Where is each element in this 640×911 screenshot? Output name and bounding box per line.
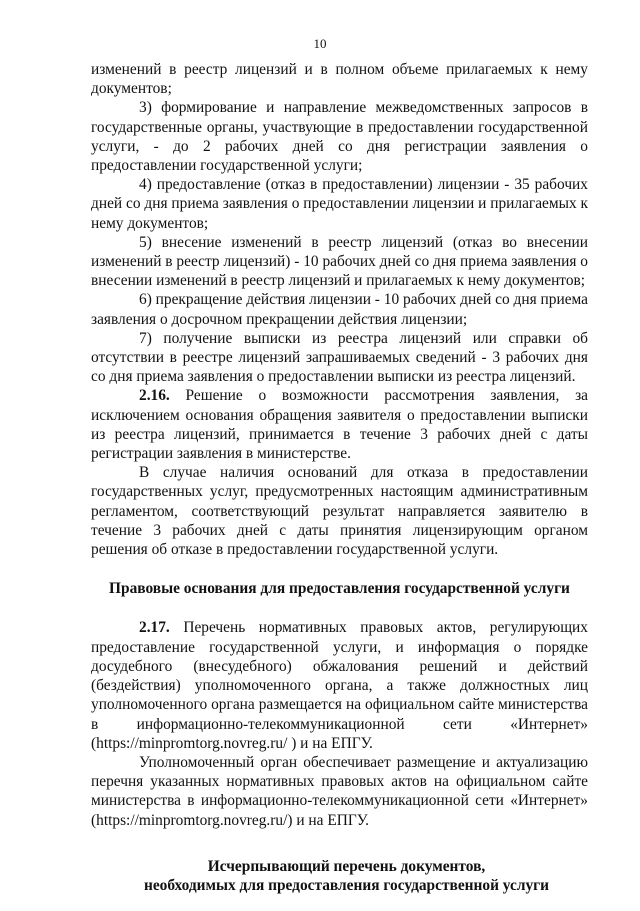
list-item-6: 6) прекращение действия лицензии - 10 рабочих дней со дня приема заявления о досрочном прекращении действия лицензии;	[91, 291, 588, 328]
heading-line: Исчерпывающий перечень документов,	[207, 857, 486, 875]
clause-text: Решение о возможности рассмотрения заявления, за исключением основания обращения заявителя о предоставлении выписки из реестра лицензий, принимается в течение 3 рабочих дней с даты регистрации заявления в министерстве.	[91, 387, 588, 463]
paragraph-refusal: В случае наличия оснований для отказа в предоставлении государственных услуг, предусмотренных настоящим административным регламентом, соответствующий результат направляется заявителю в течение 3 рабочих дней с даты принятия лицензирующим органом решения об отказе в предоставлении государственной услуги.	[91, 464, 588, 559]
section-heading-legal-basis: Правовые основания для предоставления государственной услуги	[109, 580, 570, 598]
clause-number: 2.16.	[139, 387, 170, 405]
list-item-4: 4) предоставление (отказ в предоставлении) лицензии - 35 рабочих дней со дня приема заявления о предоставлении лицензии и прилагаемых к нему документов;	[91, 176, 588, 232]
section-heading-documents	[91, 857, 588, 895]
clause-2-17	[91, 618, 588, 752]
paragraph-authorized-body: Уполномоченный орган обеспечивает размещение и актуализацию перечня указанных нормативных правовых актов на официальном сайте министерства в информационно-телекоммуникационной сети «Интернет» (https://minpromtorg.novreg.ru/) и на ЕПГУ.	[91, 753, 588, 829]
paragraph-continuation: изменений в реестр лицензий и в полном объеме прилагаемых к нему документов;	[91, 61, 588, 98]
list-item-3: 3) формирование и направление межведомственных запросов в государственные органы, участвующие в предоставлении государственной услуги, - до 2 рабочих дней со дня регистрации заявления о предоставлении государственной услуги;	[91, 99, 588, 175]
document-body	[91, 60, 588, 895]
page-number: 10	[313, 36, 327, 51]
clause-text: Перечень нормативных правовых актов, регулирующих предоставление государственной услуги, и информация о порядке досудебного (внесудебного) обжалования решений и действий (бездействия) уполномоченного органа, а также должностных лиц уполномоченного органа размещается на официальном сайте министерства в информационно-телекоммуникационной сети «Интернет» (https://minpromtorg.novreg.ru/ ) и на ЕПГУ.	[91, 619, 588, 752]
heading-line: необходимых для предоставления государственной услуги	[143, 876, 550, 894]
clause-2-16	[91, 386, 588, 463]
clause-number: 2.17.	[139, 619, 170, 637]
list-item-5: 5) внесение изменений в реестр лицензий (отказ во внесении изменений в реестр лицензий) - 10 рабочих дней со дня приема заявления о внесении изменений в реестр лицензий и прилагаемых к нему документов;	[91, 233, 588, 290]
list-item-7: 7) получение выписки из реестра лицензий или справки об отсутствии в реестре лицензий запрашиваемых сведений - 3 рабочих дня со дня приема заявления о предоставлении выписки из реестра лицензий.	[91, 329, 588, 386]
